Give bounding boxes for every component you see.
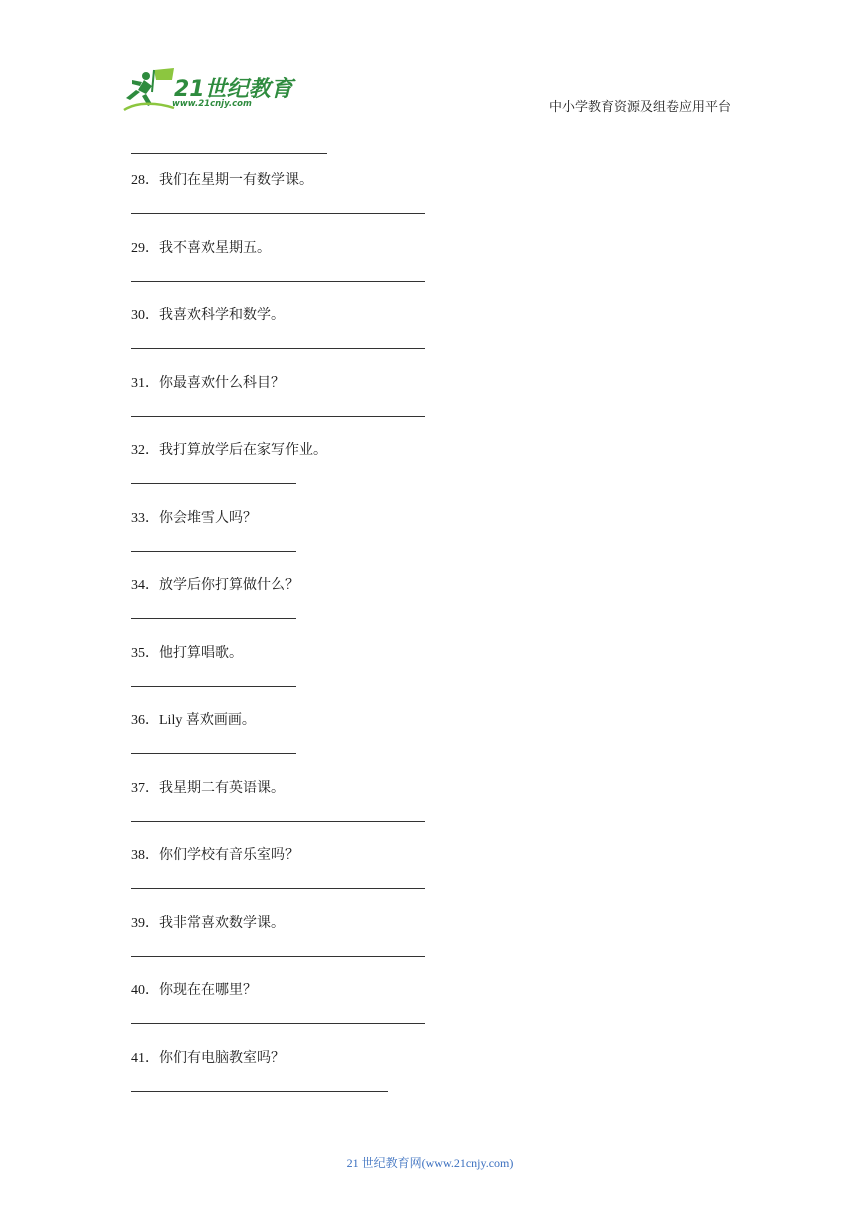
- question-text: 41．你们有电脑教室吗？: [131, 1051, 285, 1066]
- question-text: 36．Lily 喜欢画画。: [131, 713, 256, 728]
- answer-line[interactable]: [131, 888, 425, 889]
- answer-line[interactable]: [131, 1023, 425, 1024]
- answer-line[interactable]: [131, 551, 296, 552]
- answer-line[interactable]: [131, 281, 425, 282]
- answer-line[interactable]: [131, 753, 296, 754]
- answer-line[interactable]: [131, 348, 425, 349]
- previous-answer-line: [131, 153, 327, 154]
- platform-tagline: 中小学教育资源及组卷应用平台: [549, 99, 732, 114]
- page-header: [0, 0, 860, 130]
- answer-line[interactable]: [131, 821, 425, 822]
- logo-url: www.21cnjy.com: [172, 99, 252, 109]
- question-text: 39．我非常喜欢数学课。: [131, 916, 285, 931]
- answer-line[interactable]: [131, 1091, 388, 1092]
- logo: [122, 66, 292, 116]
- question-text: 35．他打算唱歌。: [131, 646, 243, 661]
- question-text: 30．我喜欢科学和数学。: [131, 308, 285, 323]
- answer-line[interactable]: [131, 416, 425, 417]
- page-footer[interactable]: 21 世纪教育网(www.21cnjy.com): [346, 1156, 514, 1170]
- question-text: 33．你会堆雪人吗？: [131, 511, 257, 526]
- question-text: 38．你们学校有音乐室吗？: [131, 848, 299, 863]
- question-text: 34．放学后你打算做什么？: [131, 578, 299, 593]
- answer-line[interactable]: [131, 483, 296, 484]
- question-text: 29．我不喜欢星期五。: [131, 241, 271, 256]
- question-text: 32．我打算放学后在家写作业。: [131, 443, 327, 458]
- answer-line[interactable]: [131, 618, 296, 619]
- answer-line[interactable]: [131, 956, 425, 957]
- question-text: 31．你最喜欢什么科目？: [131, 376, 285, 391]
- logo-title: 21世纪教育: [174, 77, 293, 102]
- question-text: 37．我星期二有英语课。: [131, 781, 285, 796]
- answer-line[interactable]: [131, 686, 296, 687]
- question-text: 28．我们在星期一有数学课。: [131, 173, 313, 188]
- question-text: 40．你现在在哪里？: [131, 983, 257, 998]
- answer-line[interactable]: [131, 213, 425, 214]
